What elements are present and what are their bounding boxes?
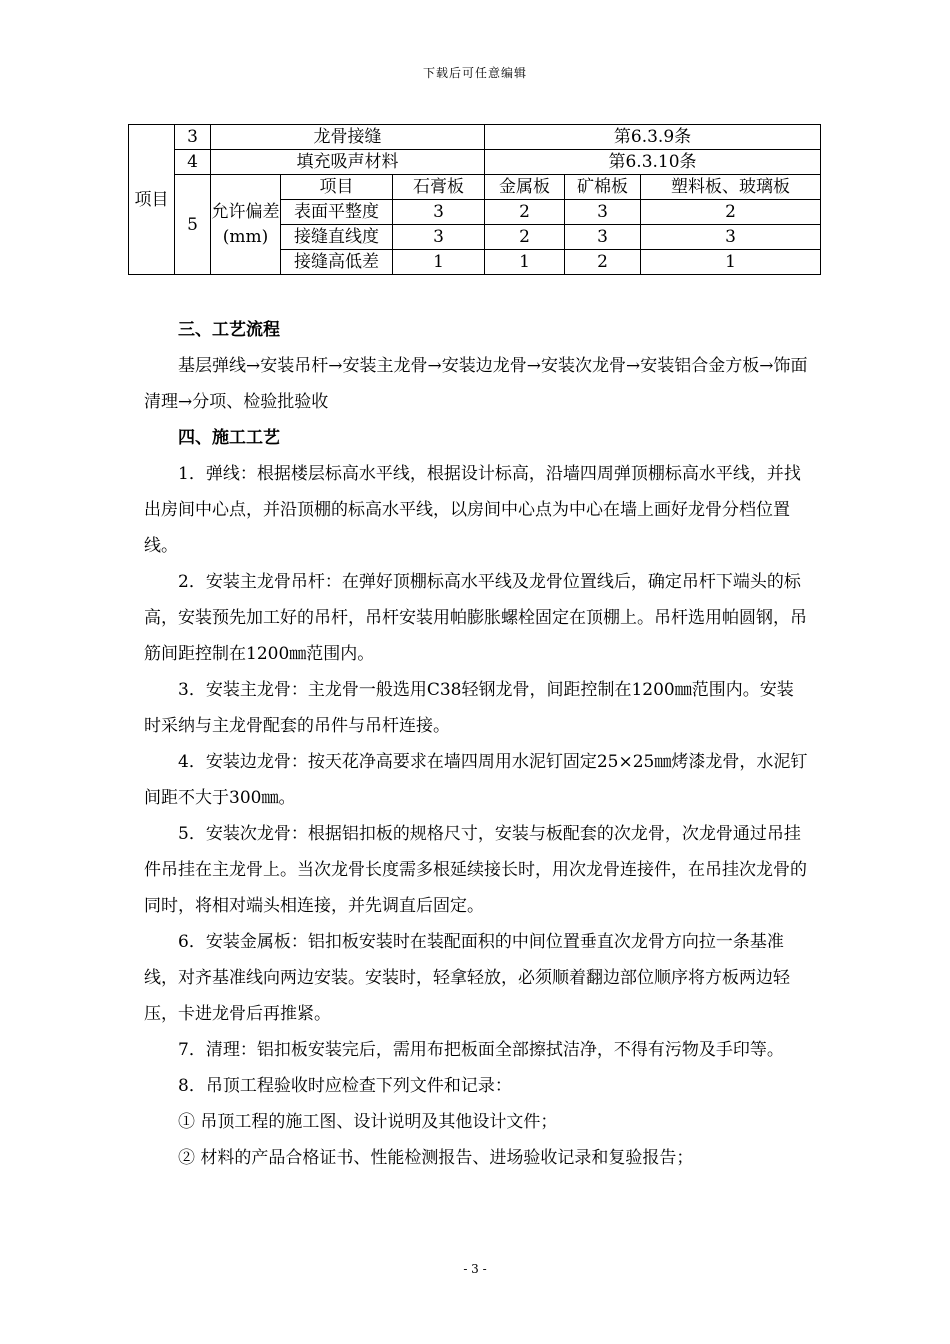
- row-no: 4: [175, 150, 211, 175]
- paragraph: 8．吊顶工程验收时应检查下列文件和记录：: [178, 1076, 512, 1096]
- table-cell: 1: [641, 250, 821, 275]
- col-header: 塑料板、玻璃板: [641, 175, 821, 200]
- list-item: ① 吊顶工程的施工图、设计说明及其他设计文件；: [178, 1112, 558, 1132]
- table-cell: 1: [393, 250, 485, 275]
- col-header: 金属板: [485, 175, 565, 200]
- paragraph: 1．弹线：根据楼层标高水平线，根据设计标高，沿墙四周弹顶棚标高水平线，并找出房间中心点，并沿顶棚的标高水平线，以房间中心点为中心在墙上画好龙骨分档位置线。: [144, 464, 801, 556]
- paragraph: 4．安装边龙骨：按天花净高要求在墙四周用水泥钉固定25×25㎜烤漆龙骨，水泥钉间距不大于300㎜。: [144, 752, 808, 808]
- item-ref: 第6.3.9条: [485, 125, 821, 150]
- table-cell: 3: [641, 225, 821, 250]
- section-heading: 三、工艺流程: [178, 320, 280, 340]
- section-heading: 四、施工工艺: [178, 428, 280, 448]
- table-cell: 1: [485, 250, 565, 275]
- table-row: [129, 150, 821, 175]
- table-row: [129, 125, 821, 150]
- table-cell: 3: [565, 200, 641, 225]
- allow-label: 允许偏差(mm): [211, 175, 281, 275]
- item-name: 龙骨接缝: [211, 125, 485, 150]
- table-cell: 接缝直线度: [281, 225, 393, 250]
- paragraph: 5．安装次龙骨：根据铝扣板的规格尺寸，安装与板配套的次龙骨，次龙骨通过吊挂件吊挂在主龙骨上。当次龙骨长度需多根延续接长时，用次龙骨连接件，在吊挂次龙骨的同时，将相对端头相连接，并先调直后固定。: [144, 824, 807, 916]
- paragraph: 6．安装金属板：铝扣板安装时在装配面积的中间位置垂直次龙骨方向拉一条基准线，对齐基准线向两边安装。安装时，轻拿轻放，必须顺着翻边部位顺序将方板两边轻压，卡进龙骨后再推紧。: [144, 932, 790, 1024]
- document-body: [144, 312, 808, 1176]
- col-header: 项目: [281, 175, 393, 200]
- list-item: ② 材料的产品合格证书、性能检测报告、进场验收记录和复验报告；: [178, 1148, 694, 1168]
- table-cell: 2: [641, 200, 821, 225]
- table-cell: 2: [485, 225, 565, 250]
- paragraph: 3．安装主龙骨：主龙骨一般选用C38轻钢龙骨，间距控制在1200㎜范围内。安装时采纳与主龙骨配套的吊件与吊杆连接。: [144, 680, 794, 736]
- page-header: 下载后可任意编辑: [422, 66, 527, 80]
- table-cell: 接缝高低差: [281, 250, 393, 275]
- table-cell: 2: [565, 250, 641, 275]
- row-no: 5: [175, 175, 211, 275]
- table-cell: 3: [393, 225, 485, 250]
- col-header: 石膏板: [393, 175, 485, 200]
- paragraph: 2．安装主龙骨吊杆：在弹好顶棚标高水平线及龙骨位置线后，确定吊杆下端头的标高，安装预先加工好的吊杆，吊杆安装用帕膨胀螺栓固定在顶棚上。吊杆选用帕圆钢，吊筋间距控制在1200㎜范围内。: [144, 572, 807, 664]
- page-number: - 3 -: [463, 1262, 487, 1276]
- table-cell: 3: [393, 200, 485, 225]
- paragraph: 基层弹线→安装吊杆→安装主龙骨→安装边龙骨→安装次龙骨→安装铝合金方板→饰面清理→分项、检验批验收: [144, 356, 808, 412]
- table-cell: 3: [565, 225, 641, 250]
- table-row: [129, 175, 821, 200]
- table-cell: 2: [485, 200, 565, 225]
- paragraph: 7．清理：铝扣板安装完后，需用布把板面全部擦拭洁净，不得有污物及手印等。: [178, 1040, 784, 1060]
- spec-table: [128, 124, 821, 275]
- row-no: 3: [175, 125, 211, 150]
- col-header: 矿棉板: [565, 175, 641, 200]
- row-header-cell: 项目: [129, 125, 175, 275]
- item-ref: 第6.3.10条: [485, 150, 821, 175]
- item-name: 填充吸声材料: [211, 150, 485, 175]
- table-cell: 表面平整度: [281, 200, 393, 225]
